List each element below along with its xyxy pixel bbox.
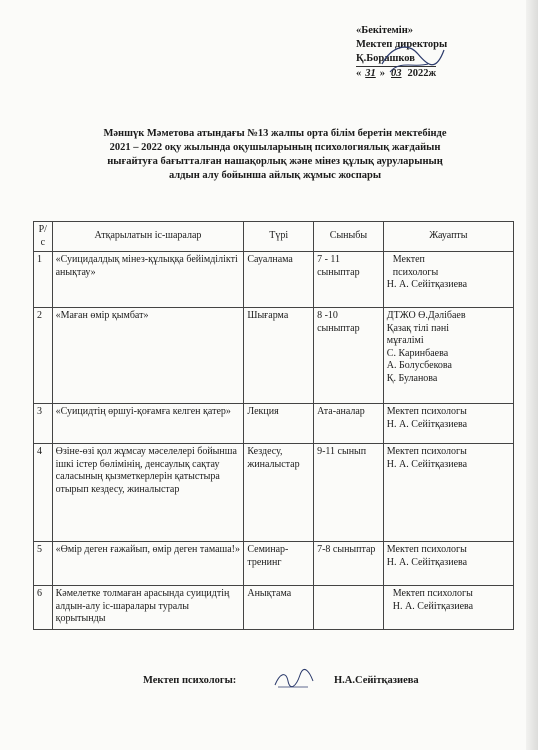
row-class: 7-8 сыныптар [314, 542, 384, 586]
title-line-4: алдын алу бойынша айлық жұмыс жоспары [168, 170, 382, 181]
table-header-row [34, 222, 514, 252]
row-event: «Суицидтің өршуі-қоғамға келген қатер» [52, 404, 244, 444]
document-title [60, 127, 490, 183]
header-class: Сыныбы [314, 222, 384, 252]
row-number: 2 [34, 308, 53, 404]
title-line-2: 2021 – 2022 оқу жылында оқушыларының психологиялық жағдайын [109, 142, 441, 153]
row-type: Сауалнама [244, 252, 314, 308]
director-signature [378, 24, 448, 84]
row-class: 9-11 сынып [314, 444, 384, 542]
scan-edge [526, 0, 538, 750]
header-num: Р/с [34, 222, 53, 252]
row-number: 6 [34, 586, 53, 630]
row-class: Ата-аналар [314, 404, 384, 444]
approval-position: Мектеп директоры [356, 39, 448, 50]
footer-label: Мектеп психологы: [143, 675, 237, 686]
row-event: Кәмелетке толмаған арасында суицидтің алдын-алу іс-шаралары туралы қорытынды [52, 586, 244, 630]
row-class [314, 586, 384, 630]
row-responsible: Мектеп психологы Н. А. Сейітқазиева [383, 404, 513, 444]
row-responsible: Мектеп психологы Н. А. Сейітқазиева [383, 586, 513, 630]
title-line-1: Мәншүк Мәметова атындағы №13 жалпы орта білім беретін мектебінде [103, 128, 447, 139]
row-type: Анықтама [244, 586, 314, 630]
title-line-3: нығайтуға бағытталған нашақорлық және мінез құлық ауруларының [107, 156, 443, 167]
row-event: Өзіне-өзі қол жұмсау мәселелері бойынша ішкі істер бөлімінің, денсаулық сақтау саласының қызметкерлерін қатыстыра отырып кездесу, жиналыстар [52, 444, 244, 542]
approval-signatory: Қ.Борашков [356, 52, 447, 67]
table-row [34, 444, 514, 542]
row-number: 4 [34, 444, 53, 542]
table-row [34, 586, 514, 630]
row-type: Лекция [244, 404, 314, 444]
table-row [34, 308, 514, 404]
approval-heading: «Бекітемін» [356, 25, 414, 36]
row-event: «Маған өмір қымбат» [52, 308, 244, 404]
row-responsible: ДТЖО Ө.Дәлібаев Қазақ тілі пәні мұғалімі С. Каринбаева А. Болусбекова Қ. Буланова [383, 308, 513, 404]
header-type: Түрі [244, 222, 314, 252]
row-class: 7 - 11 сыныптар [314, 252, 384, 308]
row-responsible: Мектеп психологы Н. А. Сейітқазиева [383, 542, 513, 586]
psychologist-signature [272, 667, 316, 691]
header-event: Атқарылатын іс-шаралар [52, 222, 244, 252]
work-plan-table [33, 221, 514, 630]
row-type: Кездесу, жиналыстар [244, 444, 314, 542]
table-row [34, 542, 514, 586]
table-row [34, 252, 514, 308]
row-responsible: Мектеп психологы Н. А. Сейітқазиева [383, 444, 513, 542]
row-type: Шығарма [244, 308, 314, 404]
row-responsible: Мектеп психологы Н. А. Сейітқазиева [383, 252, 513, 308]
table-row [34, 404, 514, 444]
row-event: «Өмір деген ғажайып, өмір деген тамаша!» [52, 542, 244, 586]
row-event: «Суицидалдық мінез-құлыққа бейімділікті анықтау» [52, 252, 244, 308]
row-number: 3 [34, 404, 53, 444]
row-number: 1 [34, 252, 53, 308]
footer-name: Н.А.Сейітқазиева [334, 675, 419, 686]
row-class: 8 -10 сыныптар [314, 308, 384, 404]
row-number: 5 [34, 542, 53, 586]
row-type: Семинар-тренинг [244, 542, 314, 586]
header-responsible: Жауапты [383, 222, 513, 252]
approval-date: « 31 » 03 2022ж [356, 68, 437, 79]
